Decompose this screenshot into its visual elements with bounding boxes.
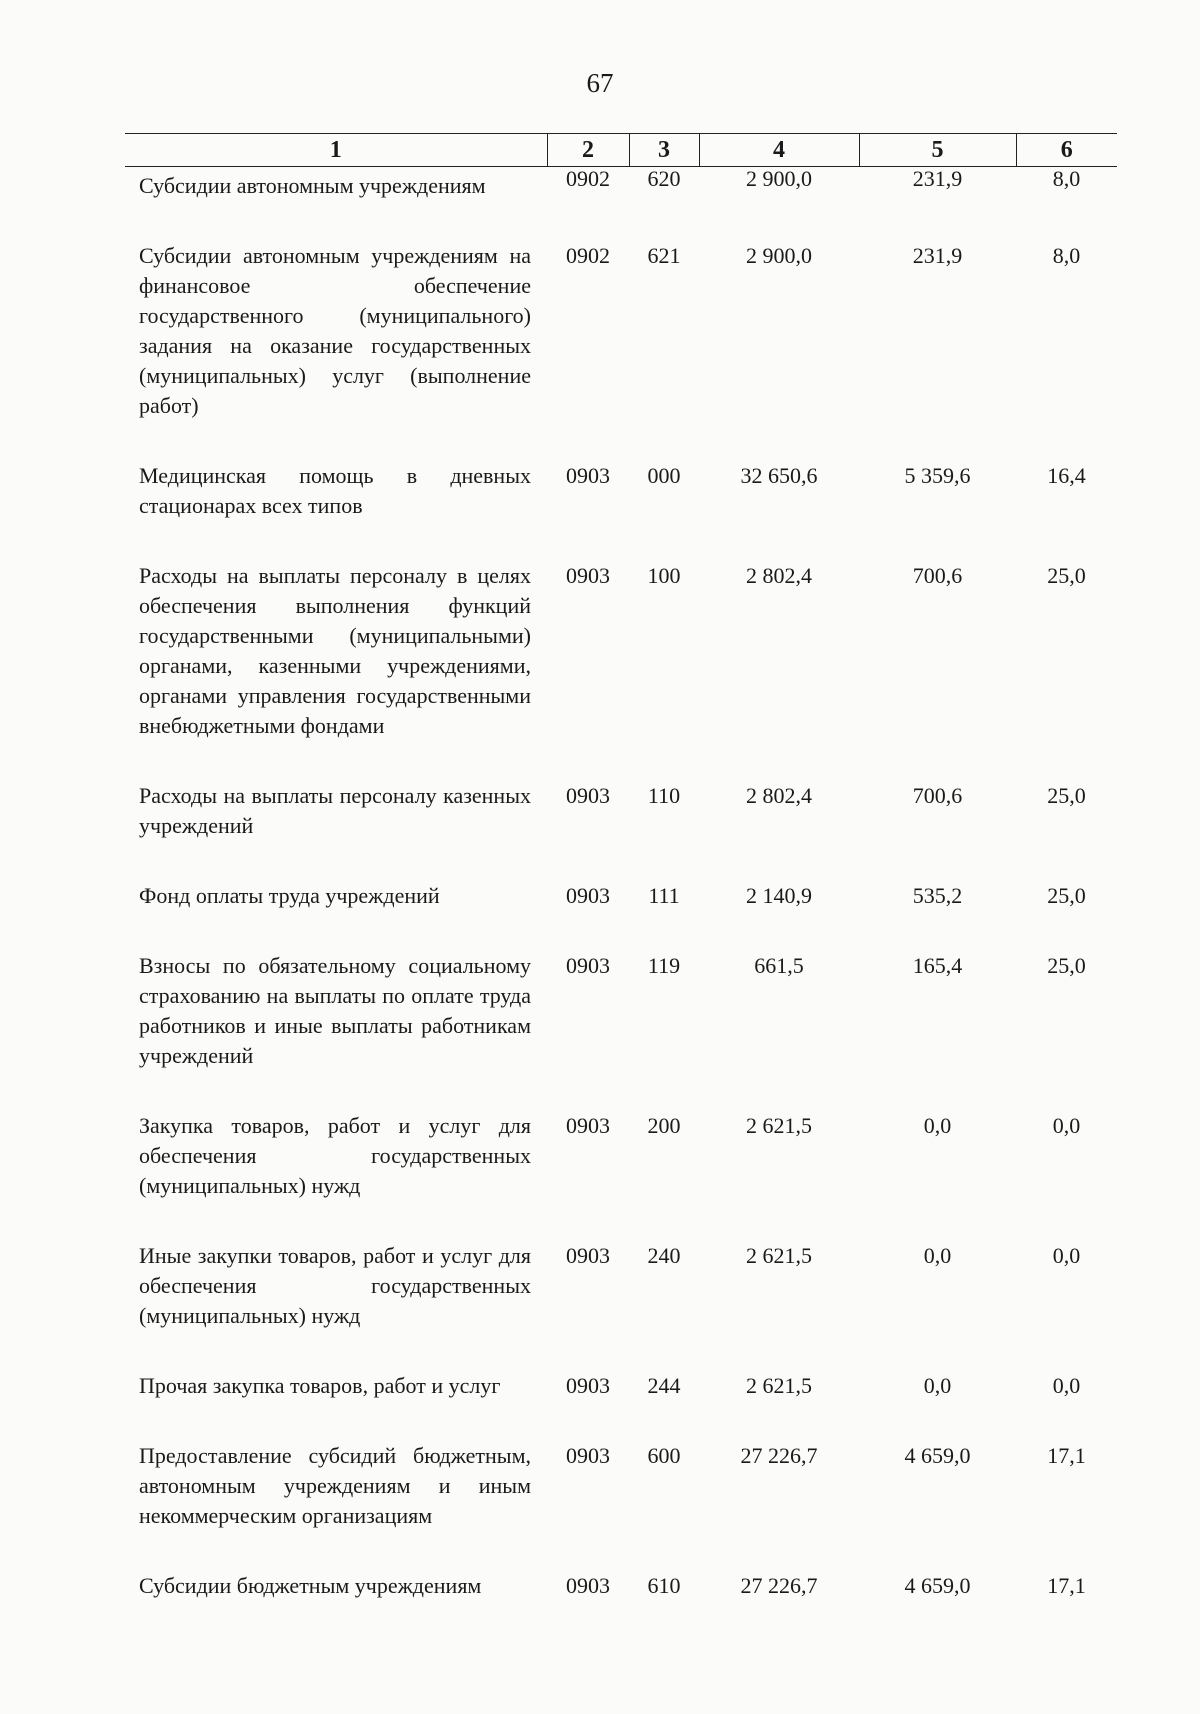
table-row <box>125 1241 1117 1371</box>
row-code-cell: 600 <box>647 1443 681 1468</box>
table-row <box>125 167 1117 242</box>
row-exec-cell: 231,9 <box>912 243 963 268</box>
page-number: 67 <box>586 68 614 98</box>
row-code-cell: 620 <box>647 166 681 191</box>
row-code-cell: 111 <box>648 883 680 908</box>
row-exec-cell: 700,6 <box>912 783 963 808</box>
row-percent-cell: 17,1 <box>1047 1573 1086 1598</box>
row-code-cell: 200 <box>647 1113 681 1138</box>
row-plan-cell: 27 226,7 <box>740 1443 818 1468</box>
table-row <box>125 1571 1117 1641</box>
row-plan-cell: 2 140,9 <box>746 883 812 908</box>
row-exec-cell: 165,4 <box>912 953 963 978</box>
row-percent-cell: 17,1 <box>1047 1443 1086 1468</box>
row-section-cell: 0902 <box>566 243 610 268</box>
column-header-5: 5 <box>859 134 1016 167</box>
column-header-4: 4 <box>699 134 859 167</box>
row-percent-cell: 8,0 <box>1052 166 1081 191</box>
table-row <box>125 881 1117 951</box>
row-code-cell: 240 <box>647 1243 681 1268</box>
row-exec-cell: 231,9 <box>912 166 963 191</box>
row-plan-cell: 32 650,6 <box>740 463 818 488</box>
row-section-cell: 0902 <box>566 166 610 191</box>
row-code-cell: 119 <box>647 953 681 978</box>
row-section-cell: 0903 <box>566 1443 610 1468</box>
row-plan-cell: 2 621,5 <box>746 1243 812 1268</box>
row-percent-cell: 0,0 <box>1052 1113 1081 1138</box>
row-name-cell: Иные закупки товаров, работ и услуг для обеспечения государственных (муниципальных) нужд <box>139 1243 531 1328</box>
row-code-cell: 110 <box>647 783 681 808</box>
row-plan-cell: 2 621,5 <box>746 1373 812 1398</box>
row-section-cell: 0903 <box>566 1243 610 1268</box>
table-row <box>125 1111 1117 1241</box>
row-plan-cell: 27 226,7 <box>740 1573 818 1598</box>
row-code-cell: 244 <box>647 1373 681 1398</box>
row-percent-cell: 25,0 <box>1047 883 1086 908</box>
row-name-cell: Субсидии автономным учреждениям <box>139 173 486 198</box>
column-header-6: 6 <box>1016 134 1117 167</box>
row-section-cell: 0903 <box>566 1373 610 1398</box>
row-percent-cell: 25,0 <box>1047 783 1086 808</box>
row-name-cell: Медицинская помощь в дневных стационарах всех типов <box>139 463 531 518</box>
column-header-1: 1 <box>125 134 547 167</box>
column-header-3: 3 <box>629 134 699 167</box>
table-row <box>125 1441 1117 1571</box>
table-row <box>125 241 1117 461</box>
row-name-cell: Фонд оплаты труда учреждений <box>139 883 440 908</box>
row-exec-cell: 0,0 <box>923 1113 952 1138</box>
row-code-cell: 100 <box>647 563 681 588</box>
budget-table-container <box>125 133 1117 1641</box>
row-percent-cell: 8,0 <box>1052 243 1081 268</box>
row-name-cell: Закупка товаров, работ и услуг для обеспечения государственных (муниципальных) нужд <box>139 1113 531 1198</box>
row-plan-cell: 2 802,4 <box>746 783 812 808</box>
row-plan-cell: 2 900,0 <box>746 166 812 191</box>
row-section-cell: 0903 <box>566 883 610 908</box>
row-exec-cell: 0,0 <box>923 1243 952 1268</box>
row-section-cell: 0903 <box>566 1573 610 1598</box>
row-exec-cell: 700,6 <box>912 563 963 588</box>
row-name-cell: Расходы на выплаты персоналу казенных учреждений <box>139 783 531 838</box>
row-section-cell: 0903 <box>566 783 610 808</box>
row-exec-cell: 0,0 <box>923 1373 952 1398</box>
row-name-cell: Субсидии бюджетным учреждениям <box>139 1573 482 1598</box>
table-row <box>125 951 1117 1111</box>
table-row <box>125 461 1117 561</box>
row-percent-cell: 25,0 <box>1047 953 1086 978</box>
row-section-cell: 0903 <box>566 463 610 488</box>
budget-table <box>125 133 1117 1641</box>
row-exec-cell: 4 659,0 <box>904 1443 971 1468</box>
row-code-cell: 000 <box>647 463 681 488</box>
row-exec-cell: 4 659,0 <box>904 1573 971 1598</box>
row-code-cell: 621 <box>647 243 681 268</box>
table-row <box>125 561 1117 781</box>
row-section-cell: 0903 <box>566 953 610 978</box>
row-name-cell: Предоставление субсидий бюджетным, автономным учреждениям и иным некоммерческим организациям <box>139 1443 531 1528</box>
row-name-cell: Взносы по обязательному социальному страхованию на выплаты по оплате труда работников и иные выплаты работникам учреждений <box>139 953 531 1068</box>
row-percent-cell: 16,4 <box>1047 463 1086 488</box>
row-exec-cell: 5 359,6 <box>904 463 971 488</box>
row-section-cell: 0903 <box>566 1113 610 1138</box>
row-name-cell: Субсидии автономным учреждениям на финансовое обеспечение государственного (муниципального) задания на оказание государственных (муниципальных) услуг (выполнение работ) <box>139 243 531 418</box>
header-row <box>125 134 1117 167</box>
row-percent-cell: 0,0 <box>1052 1243 1081 1268</box>
row-exec-cell: 535,2 <box>912 883 963 908</box>
row-plan-cell: 2 802,4 <box>746 563 812 588</box>
table-row <box>125 1371 1117 1441</box>
row-percent-cell: 25,0 <box>1047 563 1086 588</box>
row-percent-cell: 0,0 <box>1052 1373 1081 1398</box>
row-code-cell: 610 <box>647 1573 681 1598</box>
table-body <box>125 167 1117 1642</box>
column-header-2: 2 <box>547 134 629 167</box>
row-name-cell: Расходы на выплаты персоналу в целях обеспечения выполнения функций государственными (муниципальными) органами, казенными учреждениями, органами управления государственными внебюджетными фондами <box>139 563 531 738</box>
table-row <box>125 781 1117 881</box>
row-plan-cell: 2 900,0 <box>746 243 812 268</box>
row-section-cell: 0903 <box>566 563 610 588</box>
row-plan-cell: 661,5 <box>754 953 804 978</box>
row-name-cell: Прочая закупка товаров, работ и услуг <box>139 1373 501 1398</box>
row-plan-cell: 2 621,5 <box>746 1113 812 1138</box>
